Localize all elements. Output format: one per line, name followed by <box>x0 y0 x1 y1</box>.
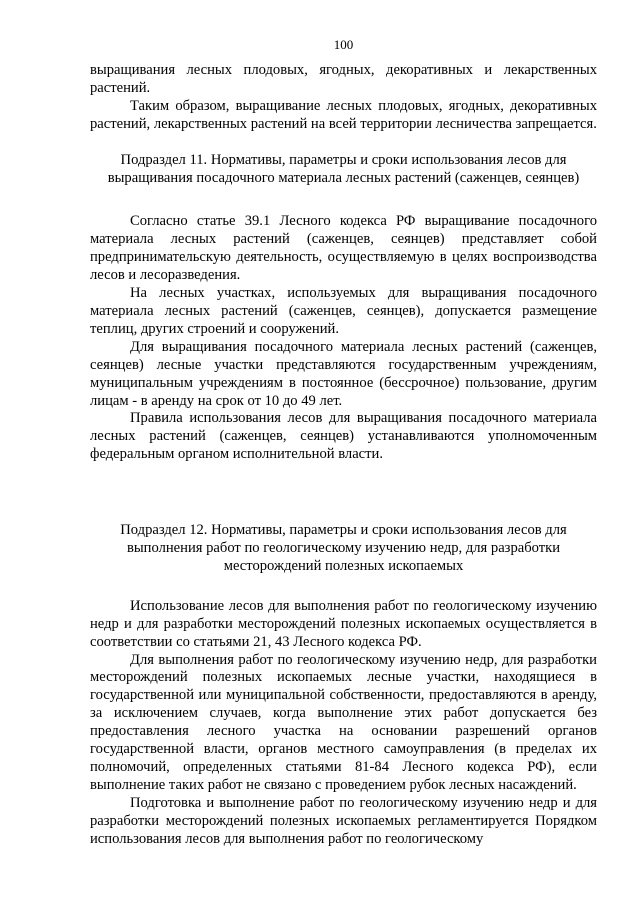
section-heading-11: Подраздел 11. Нормативы, параметры и сроки использования лесов для выращивания посадочного материала лесных растений (саженцев, сеянцев) <box>107 151 580 186</box>
spacer <box>90 187 597 213</box>
paragraph-article-39-1: Согласно статье 39.1 Лесного кодекса РФ выращивание посадочного материала лесных растений (саженцев, сеянцев) представляет собой предпринимательскую деятельность, осуществляемую в целях воспроизводства лесов и лесоразведения. <box>90 213 597 284</box>
paragraph-geology-procedure: Подготовка и выполнение работ по геологическому изучению недр и для разработки месторождений полезных ископаемых регламентируется Порядком использования лесов для выполнения работ по геологическому <box>90 794 597 847</box>
spacer <box>90 576 597 598</box>
paragraph-structures: На лесных участках, используемых для выращивания посадочного материала лесных растений (саженцев, сеянцев), допускается размещение теплиц, других строений и сооружений. <box>90 285 597 337</box>
paragraph-geology-lease: Для выполнения работ по геологическому изучению недр, для разработки месторождений полезных ископаемых лесные участки, находящиеся в государственной или муниципальной собственности, предоставляются в аренду, за исключением случаев, когда выполнение этих работ допускается без предоставления лесного участка на основании разрешений органов государственной власти, органов местного самоуправления (в пределах их полномочий, определенных статьями 81-84 Лесного кодекса РФ), если выполнение таких работ не связано с проведением рубок лесных насаждений. <box>90 651 597 793</box>
page-number: 100 <box>333 37 354 52</box>
section-heading-12: Подраздел 12. Нормативы, параметры и сроки использования лесов для выполнения работ по геологическому изучению недр, для разработки месторождений полезных ископаемых <box>120 522 567 574</box>
document-page <box>90 36 597 849</box>
spacer <box>90 134 597 152</box>
paragraph-geology-usage: Использование лесов для выполнения работ по геологическому изучению недр и для разработки месторождений полезных ископаемых осуществляется в соответствии со статьями 21, 43 Лесного кодекса РФ. <box>90 597 597 650</box>
paragraph-prohibition: Таким образом, выращивание лесных плодовых, ягодных, декоративных растений, лекарственных растений на всей территории лесничества запрещается. <box>90 97 597 132</box>
paragraph-land-provision: Для выращивания посадочного материала лесных растений (саженцев, сеянцев) лесные участки представляются государственным учреждениям, муниципальным учреждениям в постоянное (бессрочное) пользование, другим лицам - в аренду на срок от 10 до 49 лет. <box>90 338 597 409</box>
spacer <box>90 464 597 522</box>
paragraph-continuation: выращивания лесных плодовых, ягодных, декоративных и лекарственных растений. <box>90 62 597 96</box>
paragraph-rules: Правила использования лесов для выращивания посадочного материала лесных растений (саженцев, сеянцев) устанавливаются уполномоченным федеральным органом исполнительной власти. <box>90 410 597 463</box>
